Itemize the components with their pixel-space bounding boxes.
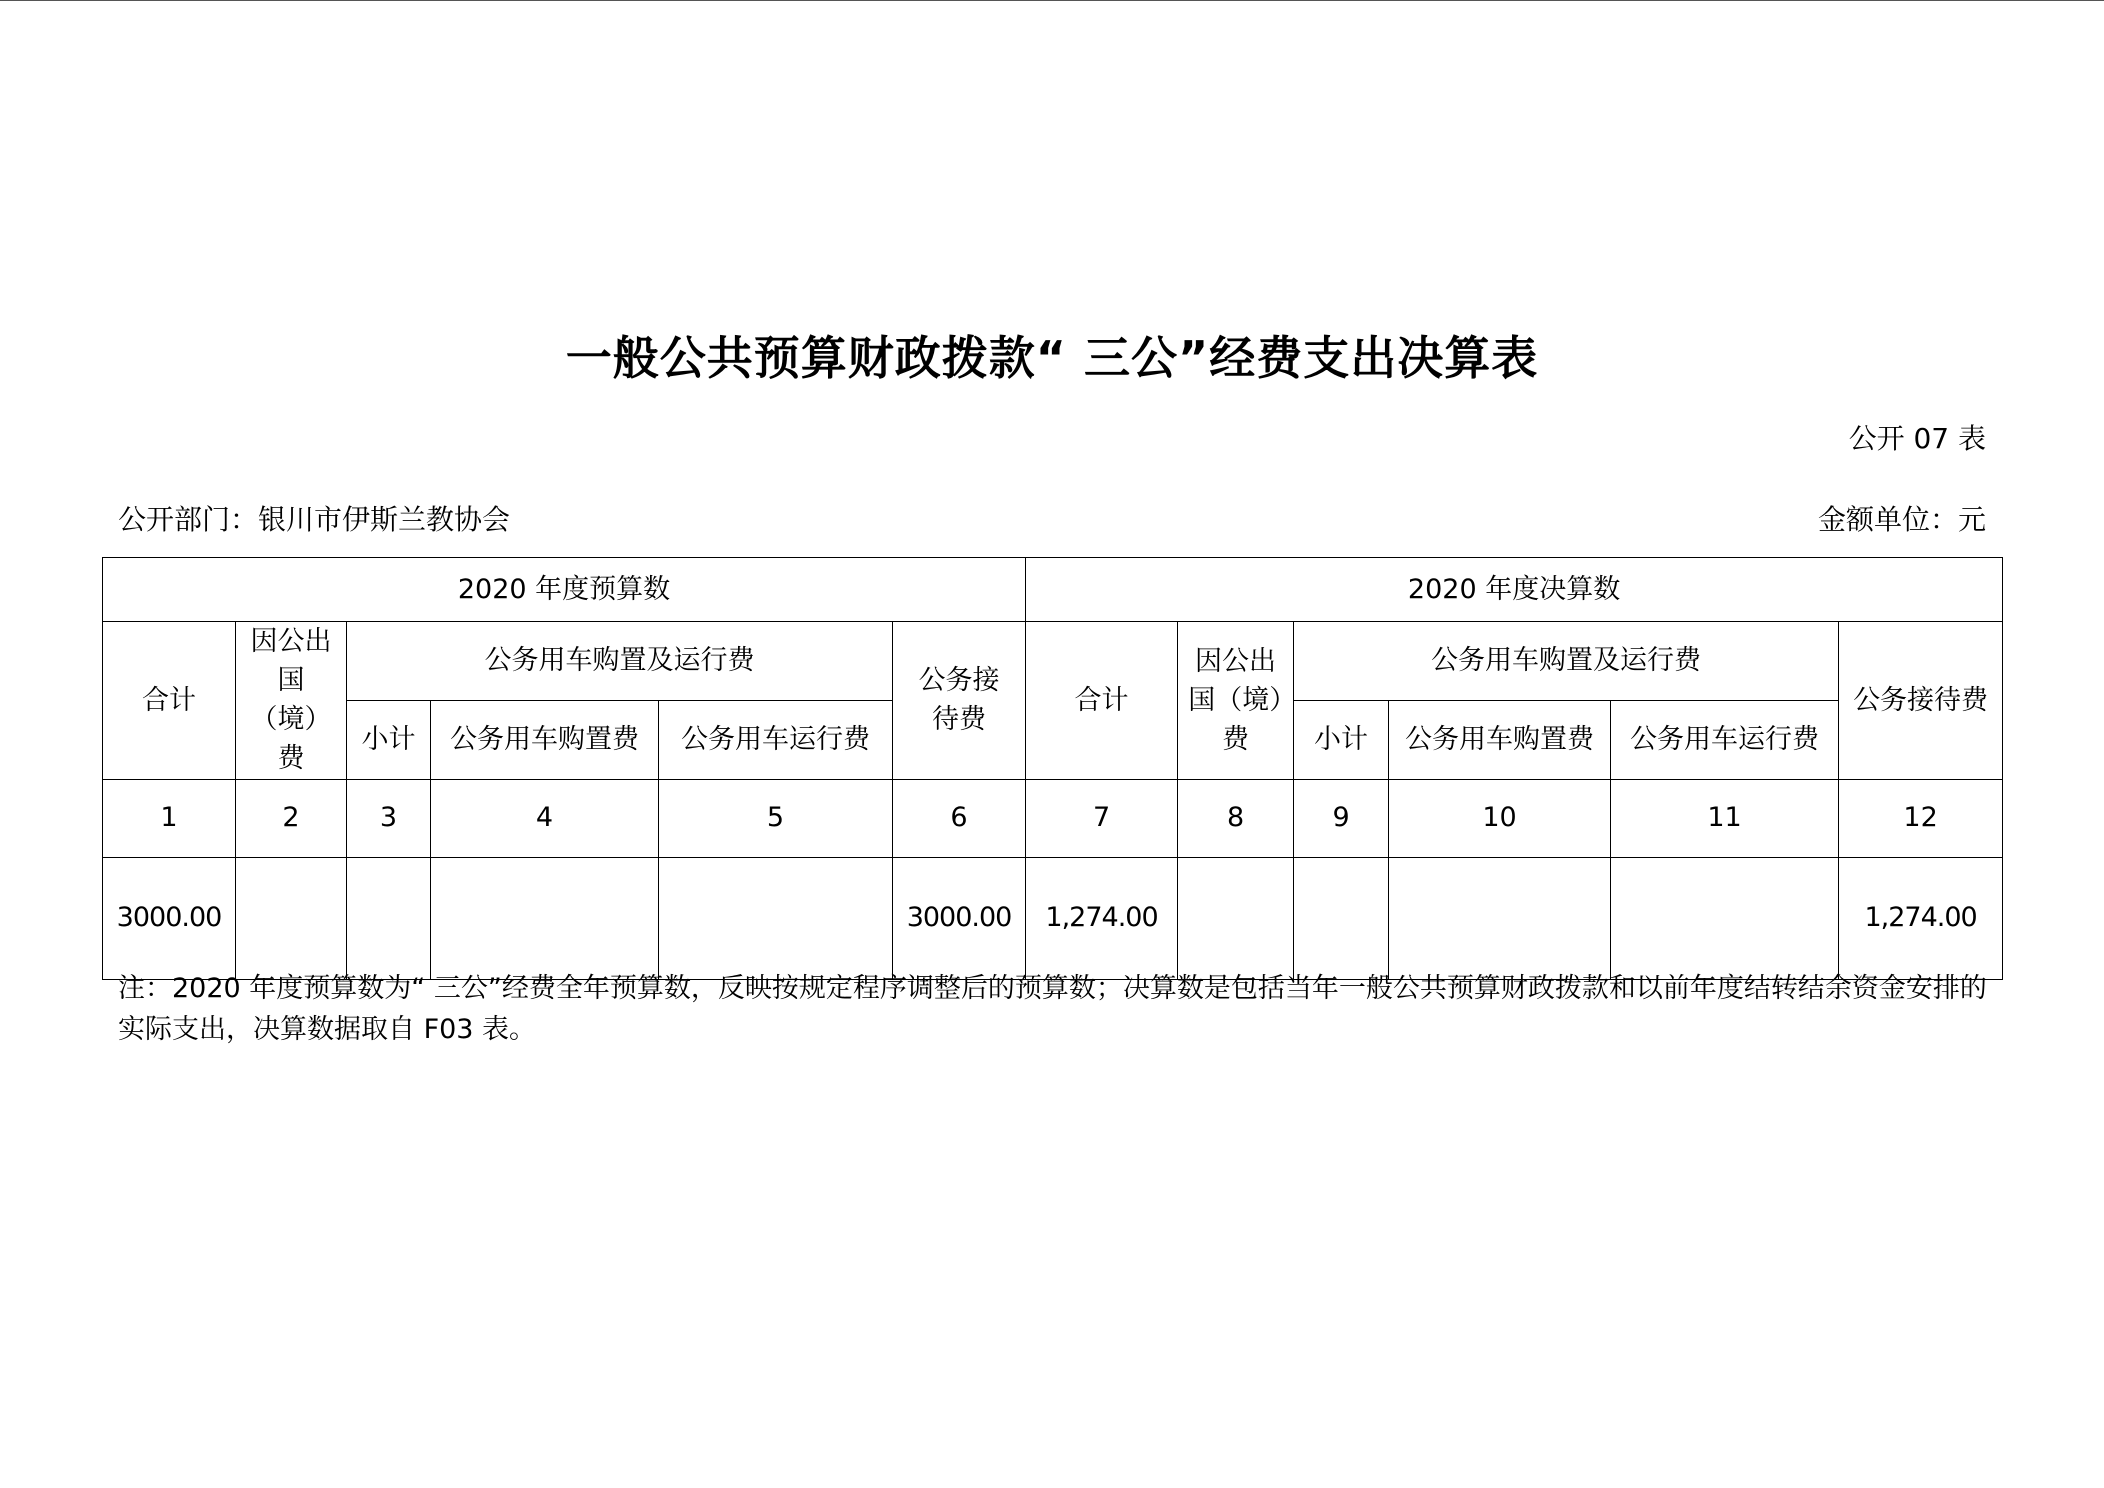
budget-vehicle-purchase-value — [431, 857, 659, 979]
final-abroad-header: 因公出国（境）费 — [1178, 622, 1294, 780]
budget-vehicle-operation-header: 公务用车运行费 — [659, 700, 893, 779]
budget-reception-header: 公务接待费 — [893, 622, 1026, 780]
budget-group-header: 2020 年度预算数 — [103, 558, 1026, 622]
final-vehicle-group-header: 公务用车购置及运行费 — [1294, 622, 1839, 701]
page-title: 一般公共预算财政拨款“ 三公”经费支出决算表 — [565, 331, 1539, 385]
final-vehicle-operation-value — [1611, 857, 1839, 979]
header-row-1 — [103, 622, 2003, 701]
page-top-border — [0, 0, 2104, 1]
final-reception-header: 公务接待费 — [1839, 622, 2003, 780]
column-number: 7 — [1026, 779, 1178, 857]
budget-total-header: 合计 — [103, 622, 236, 780]
final-vehicle-purchase-value — [1389, 857, 1611, 979]
unit-label: 金额单位：元 — [1817, 503, 1986, 536]
footnote: 注：2020 年度预算数为“ 三公”经费全年预算数，反映按规定程序调整后的预算数；决算数是包括当年一般公共预算财政拨款和以前年度结转结余资金安排的实际支出，决算数据取自 F03 表。 — [118, 973, 1987, 1045]
column-number: 10 — [1389, 779, 1611, 857]
final-abroad-value — [1178, 857, 1294, 979]
column-number: 4 — [431, 779, 659, 857]
table-code: 公开 07 表 — [1848, 422, 1986, 455]
final-total-header: 合计 — [1026, 622, 1178, 780]
budget-vehicle-operation-value — [659, 857, 893, 979]
budget-abroad-value — [236, 857, 347, 979]
budget-vehicle-group-header: 公务用车购置及运行费 — [347, 622, 893, 701]
budget-vehicle-purchase-header: 公务用车购置费 — [431, 700, 659, 779]
column-number: 3 — [347, 779, 431, 857]
data-row — [103, 857, 2003, 979]
final-total-value: 1,274.00 — [1026, 857, 1178, 979]
column-number: 8 — [1178, 779, 1294, 857]
column-number: 1 — [103, 779, 236, 857]
column-number: 12 — [1839, 779, 2003, 857]
column-number: 9 — [1294, 779, 1389, 857]
column-number: 6 — [893, 779, 1026, 857]
budget-reception-value: 3000.00 — [893, 857, 1026, 979]
budget-total-value: 3000.00 — [103, 857, 236, 979]
group-header-row — [103, 558, 2003, 622]
column-number: 5 — [659, 779, 893, 857]
column-number: 2 — [236, 779, 347, 857]
final-group-header: 2020 年度决算数 — [1026, 558, 2003, 622]
column-number-row — [103, 779, 2003, 857]
final-subtotal-header: 小计 — [1294, 700, 1389, 779]
budget-subtotal-header: 小计 — [347, 700, 431, 779]
final-subtotal-value — [1294, 857, 1389, 979]
final-vehicle-purchase-header: 公务用车购置费 — [1389, 700, 1611, 779]
final-vehicle-operation-header: 公务用车运行费 — [1611, 700, 1839, 779]
budget-subtotal-value — [347, 857, 431, 979]
final-reception-value: 1,274.00 — [1839, 857, 2003, 979]
column-number: 11 — [1611, 779, 1839, 857]
budget-abroad-header: 因公出国（境）费 — [236, 622, 347, 780]
expenditure-table — [102, 557, 2003, 980]
department-label: 公开部门：银川市伊斯兰教协会 — [118, 503, 511, 536]
